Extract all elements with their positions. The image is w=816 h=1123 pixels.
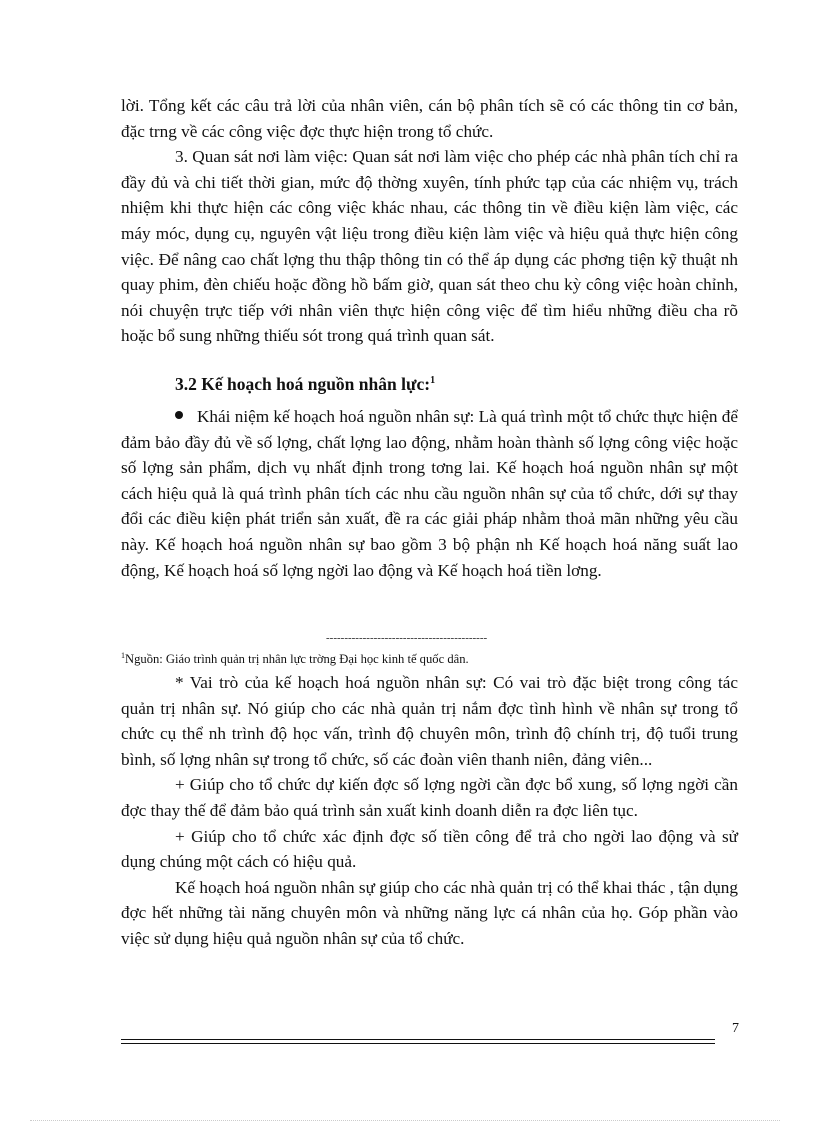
footnote-text: Nguồn: Giáo trình quản trị nhân lực trờng Đại học kinh tế quốc dân. [125, 652, 469, 667]
footnote [121, 648, 469, 667]
paragraph-role: * Vai trò của kế hoạch hoá nguồn nhân sự: Có vai trò đặc biệt trong công tác quản trị nhân sự. Nó giúp cho các nhà quản trị nắm đợc tình hình về nhân sự trong tổ chức cụ thể nh trình độ học vấn, trình độ chuyên môn, trình độ chính trị, độ tuổi trung bình, số lợng nhân sự trong tổ chức, số các đoàn viên thanh niên, đảng viên... [121, 673, 738, 769]
paragraph-conclusion: Kế hoạch hoá nguồn nhân sự giúp cho các nhà quản trị có thể khai thác , tận dụng đợc hết những tài năng chuyên môn và những năng lực cá nhân của họ. Góp phần vào việc sử dụng hiệu quả nguồn nhân sự của tổ chức. [121, 877, 738, 948]
paragraph-observation: 3. Quan sát nơi làm việc: Quan sát nơi làm việc cho phép các nhà phân tích chỉ ra đầy đủ và chi tiết thời gian, mức độ thờng xuyên, tính phức tạp của các nhiệm vụ, trách nhiệm khi thực hiện các công việc khác nhau, các thông tin về điều kiện làm việc, các máy móc, dụng cụ, nguyên vật liệu trong điều kiện làm việc và hiệu quả thực hiện công việc. Để nâng cao chất lợng thu thập thông tin có thể áp dụng các phơng tiện kỹ thuật nh quay phim, đèn chiếu hoặc đồng hồ bấm giờ, quan sát theo chu kỳ công việc hoàn chỉnh, nói chuyện trực tiếp với nhân viên thực hiện công việc để tìm hiểu những điều cha rõ hoặc bổ sung những thiếu sót trong quá trình quan sát. [121, 147, 738, 346]
bullet-icon [175, 411, 183, 419]
page-edge-dots [30, 1120, 780, 1121]
footnote-reference: 1 [430, 375, 436, 387]
footnote-mark: 1 [121, 651, 125, 660]
paragraph-benefit-1: + Giúp cho tổ chức dự kiến đợc số lợng ngời cần đợc bổ xung, số lợng ngời cần đợc thay thế để đảm bảo quá trình sản xuất kinh doanh diễn ra đợc liên tục. [121, 775, 738, 820]
body-text-top [121, 93, 738, 349]
page-number: 7 [732, 1021, 739, 1036]
section-heading [175, 374, 435, 395]
paragraph-definition [121, 404, 738, 583]
paragraph-continuation: lời. Tổng kết các câu trả lời của nhân viên, cán bộ phân tích sẽ có các thông tin cơ bản, đặc trng về các công việc đợc thực hiện trong tổ chức. [121, 96, 738, 141]
footer-rule-top [121, 1039, 715, 1040]
footer-rule-bottom [121, 1043, 715, 1044]
section-heading-text: 3.2 Kế hoạch hoá nguồn nhân lực: [175, 374, 431, 394]
paragraph-benefit-2: + Giúp cho tổ chức xác định đợc số tiền công để trả cho ngời lao động và sử dụng chúng một cách có hiệu quả. [121, 826, 738, 872]
body-text-bottom [121, 670, 738, 952]
body-text-middle [121, 404, 738, 583]
paragraph-definition-text: Khái niệm kế hoạch hoá nguồn nhân sự: Là quá trình một tổ chức thực hiện để đảm bảo đầy đủ về số lợng, chất lợng lao động, nhằm hoàn thành số lợng công việc hoặc số lợng sản phẩm, dịch vụ nhất định trong tơng lai. Kế hoạch hoá nguồn nhân sự một cách hiệu quả là quá trình phân tích các nhu cầu nguồn nhân sự của tổ chức, dới sự thay đổi các điều kiện phát triển sản xuất, đề ra các giải pháp nhằm thoả mãn những yêu cầu này. Kế hoạch hoá nguồn nhân sự bao gồm 3 bộ phận nh Kế hoạch hoá năng suất lao động, Kế hoạch hoá số lợng ngời lao động và Kế hoạch hoá tiền lơng. [121, 407, 738, 580]
footnote-separator: -------------------------------------------- [326, 632, 488, 644]
